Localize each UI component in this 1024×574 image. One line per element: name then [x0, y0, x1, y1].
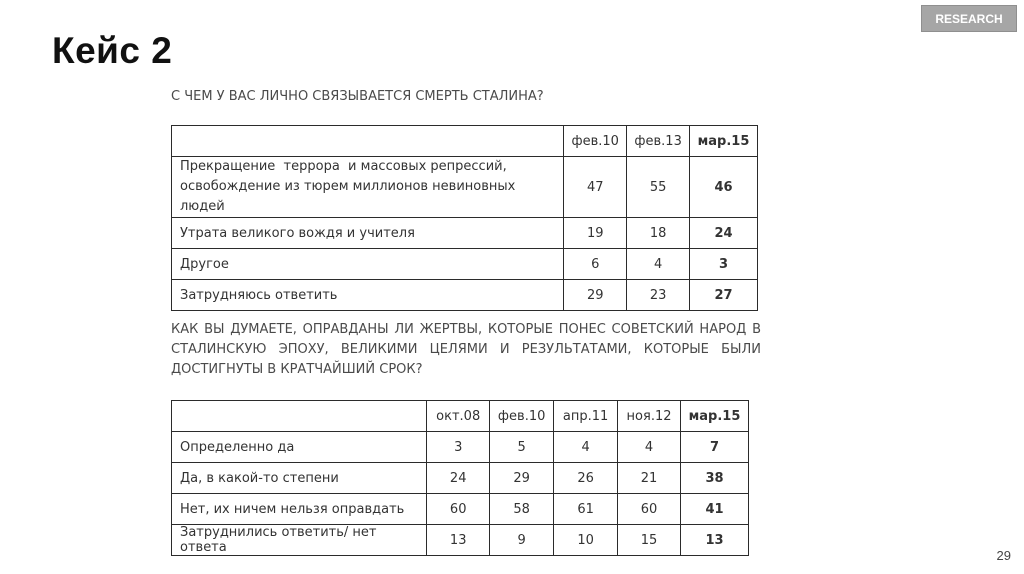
table-cell: 23	[627, 280, 690, 311]
table-cell: 60	[427, 494, 490, 525]
table-header-row	[172, 126, 758, 157]
table-cell: 29	[564, 280, 627, 311]
column-header: мар.15	[681, 401, 749, 432]
row-label-line: Прекращение террора и массовых репрессий,	[180, 159, 507, 174]
table-cell: 41	[681, 494, 749, 525]
table-cell: 47	[564, 157, 627, 218]
table-cell: 38	[681, 463, 749, 494]
table-cell: 7	[681, 432, 749, 463]
table-row	[172, 249, 758, 280]
table-row	[172, 463, 749, 494]
table-row	[172, 494, 749, 525]
question-1: С ЧЕМ У ВАС ЛИЧНО СВЯЗЫВАЕТСЯ СМЕРТЬ СТАЛИНА?	[171, 89, 544, 104]
row-label: Утрата великого вождя и учителя	[172, 218, 564, 249]
table-row	[172, 218, 758, 249]
row-label: Нет, их ничем нельзя оправдать	[172, 494, 427, 525]
column-header: мар.15	[690, 126, 758, 157]
table-cell: 55	[627, 157, 690, 218]
table-row	[172, 525, 749, 556]
table-cell: 61	[554, 494, 618, 525]
page-number: 29	[996, 548, 1011, 563]
survey-table-victims-justified	[171, 400, 749, 556]
table-cell: 6	[564, 249, 627, 280]
column-header: фев.13	[627, 126, 690, 157]
table-cell: 29	[490, 463, 554, 494]
header-empty-cell	[172, 401, 427, 432]
table-cell: 4	[627, 249, 690, 280]
table-cell: 21	[618, 463, 681, 494]
row-label: Затруднились ответить/ нет ответа	[172, 525, 427, 556]
row-label: Определенно да	[172, 432, 427, 463]
column-header: фев.10	[490, 401, 554, 432]
row-label-line: освобождение из тюрем миллионов невиновных людей	[180, 179, 516, 214]
table-cell: 26	[554, 463, 618, 494]
column-header: апр.11	[554, 401, 618, 432]
header-empty-cell	[172, 126, 564, 157]
table-cell: 58	[490, 494, 554, 525]
table-cell: 4	[618, 432, 681, 463]
column-header: ноя.12	[618, 401, 681, 432]
table-cell: 4	[554, 432, 618, 463]
column-header: окт.08	[427, 401, 490, 432]
table-cell: 3	[690, 249, 758, 280]
table-cell: 24	[690, 218, 758, 249]
table-cell: 9	[490, 525, 554, 556]
table-header-row	[172, 401, 749, 432]
table-cell: 18	[627, 218, 690, 249]
row-label: Другое	[172, 249, 564, 280]
research-tag: RESEARCH	[921, 5, 1017, 32]
question-2: КАК ВЫ ДУМАЕТЕ, ОПРАВДАНЫ ЛИ ЖЕРТВЫ, КОТОРЫЕ ПОНЕС СОВЕТСКИЙ НАРОД В СТАЛИНСКУЮ ЭПОХУ, ВЕЛИКИМИ ЦЕЛЯМИ И РЕЗУЛЬТАТАМИ, КОТОРЫЕ БЫЛИ ДОСТИГНУТЫ В КРАТЧАЙШИЙ СРОК?	[171, 322, 761, 377]
table-cell: 15	[618, 525, 681, 556]
table-cell: 60	[618, 494, 681, 525]
table-row	[172, 280, 758, 311]
table-cell: 5	[490, 432, 554, 463]
row-label: Да, в какой-то степени	[172, 463, 427, 494]
table-row	[172, 157, 758, 218]
column-header: фев.10	[564, 126, 627, 157]
table-cell: 24	[427, 463, 490, 494]
table-cell: 46	[690, 157, 758, 218]
table-cell: 19	[564, 218, 627, 249]
row-label	[172, 157, 564, 218]
table-cell: 13	[681, 525, 749, 556]
survey-table-stalin-death	[171, 125, 758, 311]
table-cell: 3	[427, 432, 490, 463]
table-cell: 13	[427, 525, 490, 556]
table-cell: 27	[690, 280, 758, 311]
table-row	[172, 432, 749, 463]
table-cell: 10	[554, 525, 618, 556]
row-label: Затрудняюсь ответить	[172, 280, 564, 311]
page-title: Кейс 2	[52, 30, 173, 71]
